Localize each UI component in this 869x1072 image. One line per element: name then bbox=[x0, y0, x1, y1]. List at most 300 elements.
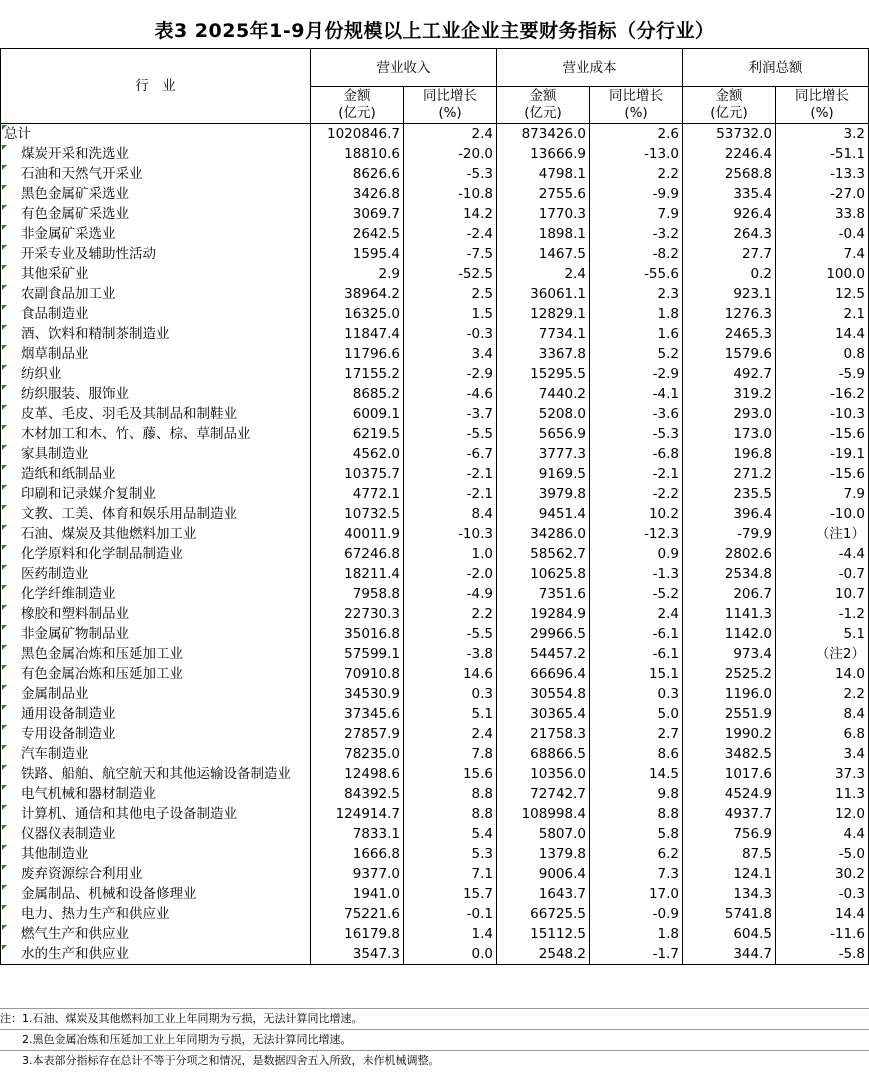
value-cell: 9.8 bbox=[590, 784, 683, 804]
industry-name-cell bbox=[1, 804, 311, 824]
value-cell: 16179.8 bbox=[311, 924, 404, 944]
value-cell: 1898.1 bbox=[497, 224, 590, 244]
value-cell: 11796.6 bbox=[311, 344, 404, 364]
value-cell: -1.7 bbox=[590, 944, 683, 965]
industry-name: 电力、热力生产和供应业 bbox=[21, 906, 170, 922]
industry-name-cell bbox=[1, 724, 311, 744]
cell-marker-icon bbox=[2, 865, 7, 870]
industry-name: 有色金属冶炼和压延加工业 bbox=[21, 666, 183, 682]
industry-name: 铁路、船舶、航空航天和其他运输设备制造业 bbox=[21, 766, 291, 782]
value-cell: 1.8 bbox=[590, 304, 683, 324]
table-row bbox=[1, 444, 869, 464]
value-cell: 4798.1 bbox=[497, 164, 590, 184]
table-row bbox=[1, 944, 869, 965]
cell-marker-icon bbox=[2, 725, 7, 730]
industry-name-cell bbox=[1, 824, 311, 844]
table-row bbox=[1, 344, 869, 364]
value-cell: -4.9 bbox=[404, 584, 497, 604]
value-cell: 2246.4 bbox=[683, 144, 776, 164]
industry-name: 家具制造业 bbox=[21, 446, 89, 462]
value-cell: 21758.3 bbox=[497, 724, 590, 744]
value-cell: -4.6 bbox=[404, 384, 497, 404]
value-cell: 6219.5 bbox=[311, 424, 404, 444]
value-cell: 35016.8 bbox=[311, 624, 404, 644]
value-cell: -0.7 bbox=[776, 564, 869, 584]
value-cell: 235.5 bbox=[683, 484, 776, 504]
value-cell: 8.8 bbox=[404, 784, 497, 804]
value-cell: -1.3 bbox=[590, 564, 683, 584]
cell-marker-icon bbox=[2, 525, 7, 530]
industry-name: 仪器仪表制造业 bbox=[21, 826, 116, 842]
industry-name-cell bbox=[1, 744, 311, 764]
value-cell: 0.8 bbox=[776, 344, 869, 364]
value-cell: -79.9 bbox=[683, 524, 776, 544]
cell-marker-icon bbox=[2, 565, 7, 570]
value-cell: -6.7 bbox=[404, 444, 497, 464]
value-cell: 1770.3 bbox=[497, 204, 590, 224]
value-cell: -0.4 bbox=[776, 224, 869, 244]
value-cell: 2534.8 bbox=[683, 564, 776, 584]
industry-name-cell bbox=[1, 224, 311, 244]
cell-marker-icon bbox=[2, 245, 7, 250]
value-cell: -10.8 bbox=[404, 184, 497, 204]
value-cell: 1.0 bbox=[404, 544, 497, 564]
value-cell: -7.5 bbox=[404, 244, 497, 264]
value-cell: 196.8 bbox=[683, 444, 776, 464]
table-row bbox=[1, 624, 869, 644]
cell-marker-icon bbox=[2, 465, 7, 470]
table-row bbox=[1, 224, 869, 244]
value-cell: 2.4 bbox=[404, 124, 497, 145]
value-cell: 3367.8 bbox=[497, 344, 590, 364]
value-cell: 66725.5 bbox=[497, 904, 590, 924]
industry-header: 行 业 bbox=[1, 49, 311, 124]
table-row bbox=[1, 644, 869, 664]
industry-name: 木材加工和木、竹、藤、棕、草制品业 bbox=[21, 426, 251, 442]
cell-marker-icon bbox=[2, 405, 7, 410]
cell-marker-icon bbox=[2, 545, 7, 550]
value-cell: 14.5 bbox=[590, 764, 683, 784]
value-cell: 264.3 bbox=[683, 224, 776, 244]
industry-name-cell bbox=[1, 444, 311, 464]
value-cell: -12.3 bbox=[590, 524, 683, 544]
industry-name: 石油和天然气开采业 bbox=[21, 166, 143, 182]
value-cell: 2.2 bbox=[776, 684, 869, 704]
cell-marker-icon bbox=[2, 325, 7, 330]
value-cell: -5.5 bbox=[404, 624, 497, 644]
industry-name-cell bbox=[1, 664, 311, 684]
value-cell: 344.7 bbox=[683, 944, 776, 965]
industry-name: 有色金属矿采选业 bbox=[21, 206, 129, 222]
footnotes bbox=[0, 1008, 869, 1071]
industry-name-cell bbox=[1, 284, 311, 304]
value-cell: 1.8 bbox=[590, 924, 683, 944]
value-cell: 1141.3 bbox=[683, 604, 776, 624]
industry-name-cell bbox=[1, 784, 311, 804]
industry-name-cell bbox=[1, 764, 311, 784]
cell-marker-icon bbox=[2, 805, 7, 810]
value-cell: 8685.2 bbox=[311, 384, 404, 404]
value-cell: -3.6 bbox=[590, 404, 683, 424]
value-cell: 293.0 bbox=[683, 404, 776, 424]
cell-marker-icon bbox=[2, 765, 7, 770]
value-cell: 10.2 bbox=[590, 504, 683, 524]
value-cell: 319.2 bbox=[683, 384, 776, 404]
table-row bbox=[1, 924, 869, 944]
financial-indicators-table bbox=[0, 48, 869, 965]
industry-name: 化学原料和化学制品制造业 bbox=[21, 546, 183, 562]
industry-name: 通用设备制造业 bbox=[21, 706, 116, 722]
value-cell: 2.4 bbox=[590, 604, 683, 624]
value-cell: -19.1 bbox=[776, 444, 869, 464]
table-row-total bbox=[1, 124, 869, 145]
value-cell: 396.4 bbox=[683, 504, 776, 524]
value-cell: 3.2 bbox=[776, 124, 869, 145]
industry-name-cell bbox=[1, 844, 311, 864]
cell-marker-icon bbox=[2, 225, 7, 230]
industry-name-cell bbox=[1, 564, 311, 584]
value-cell: 37345.6 bbox=[311, 704, 404, 724]
value-cell: 30.2 bbox=[776, 864, 869, 884]
value-cell: -4.4 bbox=[776, 544, 869, 564]
cell-marker-icon bbox=[2, 365, 7, 370]
footnote: 3.本表部分指标存在总计不等于分项之和情况，是数据四舍五入所致，未作机械调整。 bbox=[0, 1054, 440, 1067]
cell-marker-icon bbox=[2, 665, 7, 670]
industry-name: 其他制造业 bbox=[21, 846, 89, 862]
value-cell: 206.7 bbox=[683, 584, 776, 604]
value-cell: 2525.2 bbox=[683, 664, 776, 684]
value-cell: 12829.1 bbox=[497, 304, 590, 324]
value-cell: 2.4 bbox=[404, 724, 497, 744]
value-cell: 14.4 bbox=[776, 904, 869, 924]
value-cell: 4937.7 bbox=[683, 804, 776, 824]
cell-marker-icon bbox=[2, 645, 7, 650]
value-cell: 18810.6 bbox=[311, 144, 404, 164]
cell-marker-icon bbox=[2, 305, 7, 310]
value-cell: 2568.8 bbox=[683, 164, 776, 184]
industry-name-cell bbox=[1, 404, 311, 424]
industry-name-cell bbox=[1, 304, 311, 324]
table-row bbox=[1, 664, 869, 684]
value-cell: 1990.2 bbox=[683, 724, 776, 744]
value-cell: -2.9 bbox=[590, 364, 683, 384]
industry-name-cell bbox=[1, 904, 311, 924]
value-cell: 4772.1 bbox=[311, 484, 404, 504]
table-title: 表3 2025年1-9月份规模以上工业企业主要财务指标（分行业） bbox=[154, 20, 715, 42]
value-cell: （注2） bbox=[776, 644, 869, 664]
cell-marker-icon bbox=[2, 685, 7, 690]
value-cell: 8.6 bbox=[590, 744, 683, 764]
industry-name: 酒、饮料和精制茶制造业 bbox=[21, 326, 170, 342]
table-row bbox=[1, 844, 869, 864]
value-cell: -0.1 bbox=[404, 904, 497, 924]
value-cell: -6.1 bbox=[590, 624, 683, 644]
profit-header: 利润总额 bbox=[683, 49, 869, 87]
table-row bbox=[1, 184, 869, 204]
value-cell: 1379.8 bbox=[497, 844, 590, 864]
value-cell: 0.3 bbox=[404, 684, 497, 704]
industry-name-cell bbox=[1, 364, 311, 384]
value-cell: 873426.0 bbox=[497, 124, 590, 145]
value-cell: 173.0 bbox=[683, 424, 776, 444]
value-cell: -2.2 bbox=[590, 484, 683, 504]
value-cell: 3777.3 bbox=[497, 444, 590, 464]
industry-name: 金属制品、机械和设备修理业 bbox=[21, 886, 197, 902]
value-cell: 124.1 bbox=[683, 864, 776, 884]
value-cell: 3426.8 bbox=[311, 184, 404, 204]
value-cell: 15.6 bbox=[404, 764, 497, 784]
value-cell: 70910.8 bbox=[311, 664, 404, 684]
value-cell: 17.0 bbox=[590, 884, 683, 904]
value-cell: -10.3 bbox=[404, 524, 497, 544]
value-cell: 27857.9 bbox=[311, 724, 404, 744]
cost-header: 营业成本 bbox=[497, 49, 683, 87]
value-cell: -15.6 bbox=[776, 424, 869, 444]
industry-name: 黑色金属冶炼和压延加工业 bbox=[21, 646, 183, 662]
value-cell: 7734.1 bbox=[497, 324, 590, 344]
industry-name-cell bbox=[1, 384, 311, 404]
value-cell: -9.9 bbox=[590, 184, 683, 204]
value-cell: -2.1 bbox=[404, 464, 497, 484]
value-cell: 2642.5 bbox=[311, 224, 404, 244]
value-cell: -8.2 bbox=[590, 244, 683, 264]
cost-amount-header: 金额 (亿元) bbox=[497, 87, 590, 124]
revenue-growth-header: 同比增长 (%) bbox=[404, 87, 497, 124]
value-cell: 34530.9 bbox=[311, 684, 404, 704]
industry-name-cell bbox=[1, 424, 311, 444]
value-cell: 1.6 bbox=[590, 324, 683, 344]
value-cell: 604.5 bbox=[683, 924, 776, 944]
value-cell: -55.6 bbox=[590, 264, 683, 284]
industry-name: 煤炭开采和洗选业 bbox=[21, 146, 129, 162]
industry-name: 废弃资源综合利用业 bbox=[21, 866, 143, 882]
value-cell: 3.4 bbox=[776, 744, 869, 764]
value-cell: 3979.8 bbox=[497, 484, 590, 504]
value-cell: 12.5 bbox=[776, 284, 869, 304]
table-row bbox=[1, 264, 869, 284]
value-cell: 1666.8 bbox=[311, 844, 404, 864]
value-cell: -2.1 bbox=[404, 484, 497, 504]
industry-name-cell bbox=[1, 264, 311, 284]
industry-name: 印刷和记录媒介复制业 bbox=[21, 486, 156, 502]
table-row bbox=[1, 904, 869, 924]
value-cell: 3547.3 bbox=[311, 944, 404, 965]
industry-name: 纺织服装、服饰业 bbox=[21, 386, 129, 402]
value-cell: 7.8 bbox=[404, 744, 497, 764]
footnote: 注：1.石油、煤炭及其他燃料加工业上年同期为亏损，无法计算同比增速。 bbox=[0, 1012, 363, 1025]
value-cell: 8.4 bbox=[776, 704, 869, 724]
value-cell: -5.5 bbox=[404, 424, 497, 444]
value-cell: 2802.6 bbox=[683, 544, 776, 564]
industry-name-cell bbox=[1, 324, 311, 344]
industry-name-cell bbox=[1, 144, 311, 164]
cell-marker-icon bbox=[2, 945, 7, 950]
table-row bbox=[1, 824, 869, 844]
value-cell: 8.8 bbox=[590, 804, 683, 824]
value-cell: 14.4 bbox=[776, 324, 869, 344]
value-cell: 16325.0 bbox=[311, 304, 404, 324]
value-cell: 2551.9 bbox=[683, 704, 776, 724]
table-row bbox=[1, 484, 869, 504]
value-cell: 3.4 bbox=[404, 344, 497, 364]
value-cell: 10732.5 bbox=[311, 504, 404, 524]
cell-marker-icon bbox=[2, 845, 7, 850]
value-cell: 335.4 bbox=[683, 184, 776, 204]
value-cell: 7.9 bbox=[776, 484, 869, 504]
value-cell: 2548.2 bbox=[497, 944, 590, 965]
table-row bbox=[1, 524, 869, 544]
value-cell: 14.2 bbox=[404, 204, 497, 224]
value-cell: 15295.5 bbox=[497, 364, 590, 384]
value-cell: 1941.0 bbox=[311, 884, 404, 904]
industry-name: 其他采矿业 bbox=[21, 266, 89, 282]
value-cell: -5.2 bbox=[590, 584, 683, 604]
industry-name: 黑色金属矿采选业 bbox=[21, 186, 129, 202]
value-cell: 11847.4 bbox=[311, 324, 404, 344]
value-cell: -52.5 bbox=[404, 264, 497, 284]
cell-marker-icon bbox=[2, 145, 7, 150]
cell-marker-icon bbox=[2, 885, 7, 890]
value-cell: 12498.6 bbox=[311, 764, 404, 784]
value-cell: 973.4 bbox=[683, 644, 776, 664]
value-cell: 1017.6 bbox=[683, 764, 776, 784]
value-cell: -3.7 bbox=[404, 404, 497, 424]
table-row bbox=[1, 164, 869, 184]
value-cell: -10.0 bbox=[776, 504, 869, 524]
table-row bbox=[1, 884, 869, 904]
industry-name-cell bbox=[1, 924, 311, 944]
cell-marker-icon bbox=[2, 925, 7, 930]
value-cell: 0.3 bbox=[590, 684, 683, 704]
value-cell: -5.9 bbox=[776, 364, 869, 384]
value-cell: -5.3 bbox=[404, 164, 497, 184]
value-cell: 2.7 bbox=[590, 724, 683, 744]
table-row bbox=[1, 744, 869, 764]
value-cell: 492.7 bbox=[683, 364, 776, 384]
industry-name: 燃气生产和供应业 bbox=[21, 926, 129, 942]
cell-marker-icon bbox=[2, 425, 7, 430]
industry-name: 汽车制造业 bbox=[21, 746, 89, 762]
value-cell: 37.3 bbox=[776, 764, 869, 784]
value-cell: 2755.6 bbox=[497, 184, 590, 204]
value-cell: 84392.5 bbox=[311, 784, 404, 804]
industry-name: 橡胶和塑料制品业 bbox=[21, 606, 129, 622]
industry-name-cell bbox=[1, 344, 311, 364]
cell-marker-icon bbox=[2, 445, 7, 450]
value-cell: 29966.5 bbox=[497, 624, 590, 644]
profit-growth-header: 同比增长 (%) bbox=[776, 87, 869, 124]
value-cell: 68866.5 bbox=[497, 744, 590, 764]
value-cell: 1196.0 bbox=[683, 684, 776, 704]
table-row bbox=[1, 244, 869, 264]
value-cell: 4562.0 bbox=[311, 444, 404, 464]
industry-name: 专用设备制造业 bbox=[21, 726, 116, 742]
value-cell: 5.1 bbox=[404, 704, 497, 724]
value-cell: 0.9 bbox=[590, 544, 683, 564]
profit-amount-header: 金额 (亿元) bbox=[683, 87, 776, 124]
value-cell: 1142.0 bbox=[683, 624, 776, 644]
industry-name: 石油、煤炭及其他燃料加工业 bbox=[21, 526, 197, 542]
industry-name: 医药制造业 bbox=[21, 566, 89, 582]
value-cell: 10.7 bbox=[776, 584, 869, 604]
industry-name-cell bbox=[1, 524, 311, 544]
cell-marker-icon bbox=[2, 745, 7, 750]
value-cell: 38964.2 bbox=[311, 284, 404, 304]
value-cell: -15.6 bbox=[776, 464, 869, 484]
value-cell: 7351.6 bbox=[497, 584, 590, 604]
value-cell: 78235.0 bbox=[311, 744, 404, 764]
value-cell: 134.3 bbox=[683, 884, 776, 904]
value-cell: 40011.9 bbox=[311, 524, 404, 544]
revenue-header: 营业收入 bbox=[311, 49, 497, 87]
industry-name-cell bbox=[1, 704, 311, 724]
table-row bbox=[1, 204, 869, 224]
value-cell: -1.2 bbox=[776, 604, 869, 624]
industry-name: 文教、工美、体育和娱乐用品制造业 bbox=[21, 506, 237, 522]
cell-marker-icon bbox=[2, 505, 7, 510]
value-cell: 124914.7 bbox=[311, 804, 404, 824]
industry-name-cell bbox=[1, 624, 311, 644]
value-cell: 0.2 bbox=[683, 264, 776, 284]
value-cell: 1467.5 bbox=[497, 244, 590, 264]
industry-name: 非金属矿采选业 bbox=[21, 226, 116, 242]
value-cell: 2465.3 bbox=[683, 324, 776, 344]
table-row bbox=[1, 144, 869, 164]
value-cell: 33.8 bbox=[776, 204, 869, 224]
cell-marker-icon bbox=[2, 125, 7, 130]
table-row bbox=[1, 564, 869, 584]
cell-marker-icon bbox=[2, 385, 7, 390]
industry-name: 化学纤维制造业 bbox=[21, 586, 116, 602]
value-cell: 926.4 bbox=[683, 204, 776, 224]
cell-marker-icon bbox=[2, 825, 7, 830]
industry-name-cell bbox=[1, 164, 311, 184]
value-cell: -2.9 bbox=[404, 364, 497, 384]
value-cell: 923.1 bbox=[683, 284, 776, 304]
cell-marker-icon bbox=[2, 485, 7, 490]
value-cell: 2.3 bbox=[590, 284, 683, 304]
value-cell: 54457.2 bbox=[497, 644, 590, 664]
table-row bbox=[1, 684, 869, 704]
value-cell: -5.3 bbox=[590, 424, 683, 444]
value-cell: 30365.4 bbox=[497, 704, 590, 724]
value-cell: 67246.8 bbox=[311, 544, 404, 564]
value-cell: 2.5 bbox=[404, 284, 497, 304]
value-cell: 5.8 bbox=[590, 824, 683, 844]
industry-name: 金属制品业 bbox=[21, 686, 89, 702]
table-row bbox=[1, 764, 869, 784]
value-cell: 14.6 bbox=[404, 664, 497, 684]
value-cell: 7.9 bbox=[590, 204, 683, 224]
value-cell: 5208.0 bbox=[497, 404, 590, 424]
footnote: 2.黑色金属冶炼和压延加工业上年同期为亏损，无法计算同比增速。 bbox=[0, 1033, 352, 1046]
value-cell: 36061.1 bbox=[497, 284, 590, 304]
industry-name: 农副食品加工业 bbox=[21, 286, 116, 302]
value-cell: -0.3 bbox=[404, 324, 497, 344]
industry-name-cell bbox=[1, 504, 311, 524]
value-cell: 5741.8 bbox=[683, 904, 776, 924]
cell-marker-icon bbox=[2, 205, 7, 210]
industry-name-cell bbox=[1, 204, 311, 224]
cell-marker-icon bbox=[2, 905, 7, 910]
industry-name-cell bbox=[1, 884, 311, 904]
industry-name: 食品制造业 bbox=[21, 306, 89, 322]
value-cell: 6009.1 bbox=[311, 404, 404, 424]
industry-name: 计算机、通信和其他电子设备制造业 bbox=[21, 806, 237, 822]
value-cell: 5.4 bbox=[404, 824, 497, 844]
value-cell: 2.2 bbox=[590, 164, 683, 184]
table-row bbox=[1, 584, 869, 604]
